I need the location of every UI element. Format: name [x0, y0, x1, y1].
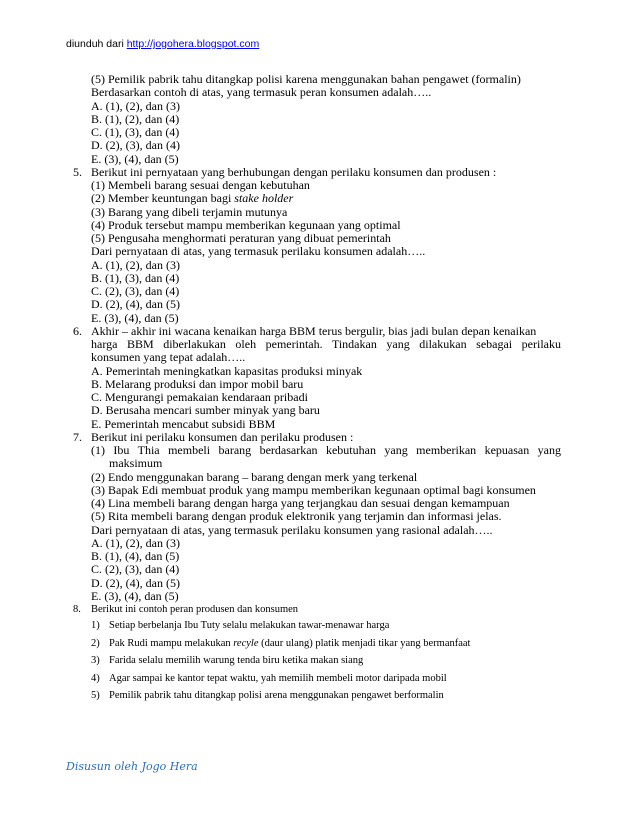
q4-option-c: C. (1), (3), dan (4): [91, 125, 180, 139]
q6-option-b: B. Melarang produksi dan impor mobil baru: [91, 376, 304, 391]
q7-item-5: (5) Rita membeli barang dengan produk elektronik yang terjamin dan informasi jelas.: [91, 509, 502, 524]
q8-item-1-number: 1): [91, 620, 100, 631]
q8-item-4-number: 4): [91, 672, 100, 684]
q8-number: 8.: [73, 604, 81, 615]
q7-option-a: A. (1), (2), dan (3): [91, 535, 180, 550]
q4-item-5: (5) Pemilik pabrik tahu ditangkap polisi karena menggunakan bahan pengawet (formalin): [91, 72, 521, 86]
page-header: [66, 38, 259, 50]
q5-item-5: (5) Pengusaha menghormati peraturan yang dibuat pemerintah: [91, 231, 391, 245]
question-content: [73, 73, 561, 705]
q8-item-5: [73, 687, 561, 705]
q8-item-1: [73, 617, 561, 635]
q5-text: Berikut ini pernyataan yang berhubungan dengan perilaku konsumen dan produsen :: [91, 164, 497, 179]
q5-number: 5.: [73, 164, 82, 179]
q4-option-a: A. (1), (2), dan (3): [91, 98, 180, 113]
q8-item-2: [73, 635, 561, 653]
q4-option-e: E. (3), (4), dan (5): [91, 151, 179, 166]
q7-item-4: (4) Lina membeli barang dengan harga yang terjangkau dan sesuai dengan kemampuan: [91, 496, 510, 510]
q5-option-b: B. (1), (3), dan (4): [91, 270, 180, 285]
q6-question-line-1: [73, 325, 561, 338]
q8-item-2-italic: recyle: [233, 637, 259, 649]
q7-option-d: D. (2), (4), dan (5): [91, 575, 180, 590]
q7-item-2: (2) Endo menggunakan barang – barang dengan merk yang terkenal: [91, 469, 418, 484]
q7-item-1-line-1: (1) Ibu Thia membeli barang berdasarkan kebutuhan yang memberikan kepuasan yang: [91, 443, 561, 457]
q5-option-a: A. (1), (2), dan (3): [91, 257, 180, 272]
q6-number: 6.: [73, 323, 82, 338]
q8-block: [73, 603, 561, 705]
q8-item-2-text-end: (daur ulang) platik menjadi tikar yang bermanfaat: [258, 637, 471, 649]
q7-item-1-line-2: maksimum: [109, 456, 163, 471]
q7-text: Berikut ini perilaku konsumen dan perilaku produsen :: [91, 429, 354, 444]
q5-question: [73, 166, 561, 179]
q5-option-c: C. (2), (3), dan (4): [91, 284, 180, 298]
q8-item-3-text: Farida selalu memilih warung tenda biru ketika makan siang: [109, 655, 364, 666]
q4-option-d: D. (2), (3), dan (4): [91, 138, 180, 153]
q8-item-2-number: 2): [91, 637, 100, 649]
page-footer: Disusun oleh Jogo Hera: [66, 760, 198, 773]
header-prefix: diunduh dari: [66, 38, 127, 50]
q5-option-d: D. (2), (4), dan (5): [91, 297, 180, 312]
q7-item-3: (3) Bapak Edi membuat produk yang mampu memberikan kegunaan optimal bagi konsumen: [91, 482, 536, 497]
q8-item-3: [73, 652, 561, 670]
q7-option-c: C. (2), (3), dan (4): [91, 562, 180, 577]
q6-option-e: E. Pemerintah mencabut subsidi BBM: [91, 416, 276, 431]
q7-question: [73, 431, 561, 444]
q8-item-4-text: Agar sampai ke kantor tepat waktu, yah memilih membeli motor daripada mobil: [109, 672, 447, 684]
q5-item-3: (3) Barang yang dibeli terjamin mutunya: [91, 204, 288, 219]
q5-item-2-text: (2) Member keuntungan bagi: [91, 191, 235, 206]
q5-option-e: E. (3), (4), dan (5): [91, 310, 179, 325]
q6-option-a: A. Pemerintah meningkatkan kapasitas produksi minyak: [91, 363, 363, 378]
q6-option-c: C. Mengurangi pemakaian kendaraan pribadi: [91, 390, 308, 404]
q6-option-d: D. Berusaha mencari sumber minyak yang baru: [91, 403, 320, 418]
q8-question: [73, 603, 561, 617]
q8-item-5-text: Pemilik pabrik tahu ditangkap polisi arena menggunakan pengawet berformalin: [109, 690, 444, 701]
q6-text-1: Akhir – akhir ini wacana kenaikan harga BBM terus bergulir, bias jadi bulan depan kenaikan: [91, 323, 537, 338]
q4-prompt: Berdasarkan contoh di atas, yang termasuk peran konsumen adalah…..: [91, 85, 432, 100]
q4-option-b: B. (1), (2), dan (4): [91, 111, 180, 126]
q8-item-4: [73, 670, 561, 688]
q8-text: Berikut ini contoh peran produsen dan konsumen: [91, 604, 299, 615]
q6-question-line-3: konsumen yang tepat adalah…..: [91, 350, 246, 365]
q8-item-1-text: Setiap berbelanja Ibu Tuty selalu melakukan tawar-menawar harga: [109, 620, 390, 631]
q5-prompt: Dari pernyataan di atas, yang termasuk perilaku konsumen adalah…..: [91, 244, 426, 259]
q7-option-b: B. (1), (4), dan (5): [91, 549, 180, 563]
q5-item-1: (1) Membeli barang sesuai dengan kebutuhan: [91, 178, 310, 192]
q7-prompt: Dari pernyataan di atas, yang termasuk perilaku konsumen yang rasional adalah…..: [91, 522, 493, 537]
q5-item-2: [73, 192, 561, 205]
q6-question-line-2: harga BBM diberlakukan oleh pemerintah. Tindakan yang dilakukan sebagai perilaku: [91, 337, 561, 351]
q8-item-3-number: 3): [91, 655, 100, 666]
q7-option-e: E. (3), (4), dan (5): [91, 588, 179, 603]
q7-number: 7.: [73, 429, 82, 444]
q8-item-2-text: Pak Rudi mampu melakukan: [109, 637, 234, 649]
q5-item-4: (4) Produk tersebut mampu memberikan kegunaan yang optimal: [91, 217, 401, 232]
q5-item-2-italic: stake holder: [234, 191, 294, 206]
source-link[interactable]: http://jogohera.blogspot.com: [126, 38, 260, 50]
q8-item-5-number: 5): [91, 690, 100, 701]
